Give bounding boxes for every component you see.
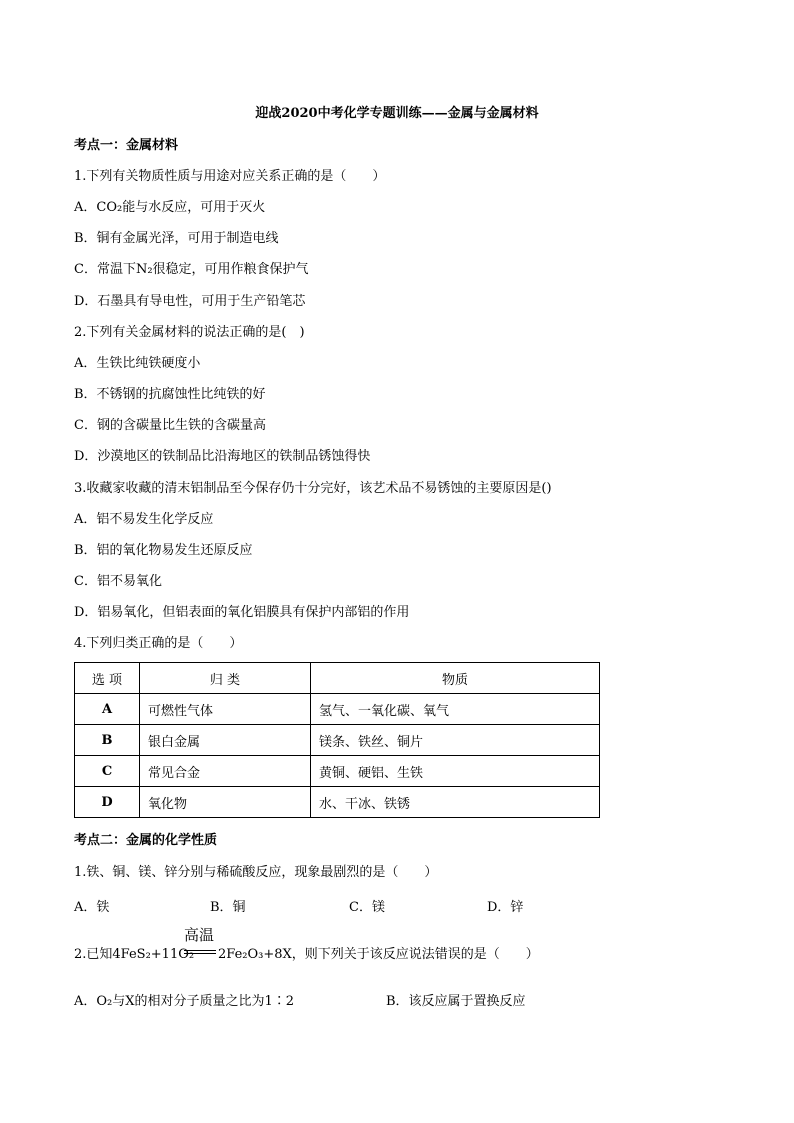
table-header-cell: 归 类 <box>140 663 311 694</box>
s2-q2-stem-suffix: 2Fe₂O₃+8X，则下列关于该反应说法错误的是（ ） <box>218 947 539 962</box>
table-cell-category: 可燃性气体 <box>140 694 311 725</box>
s1-q3-option-c: C．铝不易氧化 <box>74 574 162 589</box>
s1-q2-option-b: B．不锈钢的抗腐蚀性比纯铁的好 <box>74 387 266 402</box>
table-cell-option: B <box>75 725 140 756</box>
s1-q2-option-a: A．生铁比纯铁硬度小 <box>74 356 201 371</box>
table-cell-substances: 镁条、铁丝、铜片 <box>311 725 600 756</box>
document-title: 迎战2020中考化学专题训练——金属与金属材料 <box>255 106 539 121</box>
s1-q3-option-d: D．铝易氧化，但铝表面的氧化铝膜具有保护内部铝的作用 <box>74 605 410 620</box>
table-cell-substances: 水、干冰、铁锈 <box>311 787 600 818</box>
table-row <box>75 694 600 725</box>
s2-q2-option-a: A．O₂与X的相对分子质量之比为1∶2 <box>74 994 295 1009</box>
table-cell-option: C <box>75 756 140 787</box>
s1-q1-option-a: A．CO₂能与水反应，可用于灭火 <box>74 200 266 215</box>
reaction-equals-sign <box>184 950 216 954</box>
table-cell-substances: 氢气、一氧化碳、氧气 <box>311 694 600 725</box>
table-cell-category: 氧化物 <box>140 787 311 818</box>
table-cell-option: A <box>75 694 140 725</box>
s1-q4-stem: 4.下列归类正确的是（ ） <box>74 636 243 651</box>
s1-q2-option-d: D．沙漠地区的铁制品比沿海地区的铁制品锈蚀得快 <box>74 449 371 464</box>
reaction-condition: 高温 <box>184 926 215 944</box>
section1-heading: 考点一：金属材料 <box>74 138 179 153</box>
classification-table <box>74 662 600 818</box>
s1-q3-stem: 3.收藏家收藏的清末铝制品至今保存仍十分完好，该艺术品不易锈蚀的主要原因是() <box>74 481 552 496</box>
s1-q2-option-c: C．钢的含碳量比生铁的含碳量高 <box>74 418 266 433</box>
s1-q1-option-d: D．石墨具有导电性，可用于生产铅笔芯 <box>74 294 306 309</box>
s1-q3-option-b: B．铝的氧化物易发生还原反应 <box>74 543 253 558</box>
table-cell-substances: 黄铜、硬铝、生铁 <box>311 756 600 787</box>
table-header-cell: 选 项 <box>75 663 140 694</box>
s2-q1-option-a: A．铁 <box>74 900 110 915</box>
s1-q2-stem: 2.下列有关金属材料的说法正确的是( ) <box>74 325 305 340</box>
s2-q2-option-b: B．该反应属于置换反应 <box>386 994 526 1009</box>
s1-q1-option-c: C．常温下N₂很稳定，可用作粮食保护气 <box>74 262 309 277</box>
table-row <box>75 725 600 756</box>
s2-q1-option-c: C．镁 <box>349 900 385 915</box>
s2-q2-stem-prefix: 2.已知4FeS₂+11O₂ <box>74 947 195 962</box>
table-cell-option: D <box>75 787 140 818</box>
s1-q3-option-a: A．铝不易发生化学反应 <box>74 512 214 527</box>
table-cell-category: 常见合金 <box>140 756 311 787</box>
table-header-row <box>75 663 600 694</box>
s2-q1-option-b: B．铜 <box>210 900 246 915</box>
s1-q1-stem: 1.下列有关物质性质与用途对应关系正确的是（ ） <box>74 169 386 184</box>
section2-heading: 考点二：金属的化学性质 <box>74 833 218 848</box>
table-cell-category: 银白金属 <box>140 725 311 756</box>
table-row <box>75 756 600 787</box>
s1-q1-option-b: B．铜有金属光泽，可用于制造电线 <box>74 231 279 246</box>
table-header-cell: 物质 <box>311 663 600 694</box>
table-row <box>75 787 600 818</box>
s2-q1-stem: 1.铁、铜、镁、锌分别与稀硫酸反应，现象最剧烈的是（ ） <box>74 865 438 880</box>
s2-q1-option-d: D．锌 <box>487 900 524 915</box>
